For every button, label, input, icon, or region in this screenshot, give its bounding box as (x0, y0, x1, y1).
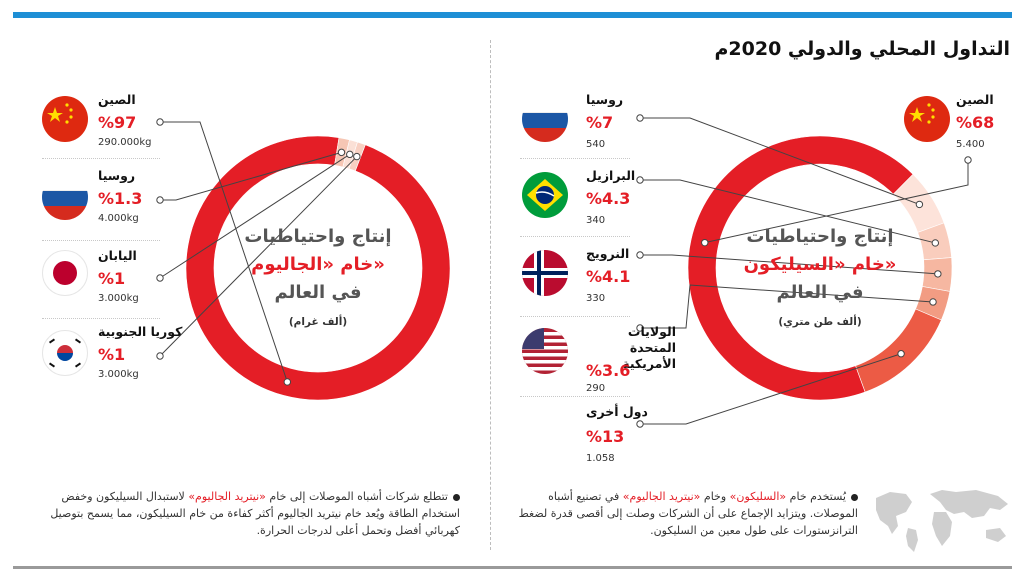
silicon-label-dot-0 (965, 157, 971, 163)
silicon-value-others: 1.058 (586, 453, 615, 464)
japan-flag-icon (42, 250, 88, 296)
russia-flag-icon (42, 174, 88, 220)
silicon-label-dot-3 (637, 252, 643, 258)
silicon-value-china: 5.400 (956, 139, 985, 150)
row-divider (520, 236, 630, 237)
gallium-pct-japan: %1 (98, 269, 126, 288)
silicon-pct-norway: %4.1 (586, 267, 631, 286)
gallium-marker-0 (284, 379, 290, 385)
gallium-country-japan: اليابان (98, 248, 137, 263)
silicon-country-usa: الولايات المتحدة الأمريكية (622, 324, 676, 371)
silicon-pct-brazil: %4.3 (586, 189, 631, 208)
row-divider (520, 158, 630, 159)
korea-flag-icon (42, 330, 88, 376)
gallium-label-dot-1 (157, 197, 163, 203)
silicon-center-line3: في العالم (776, 282, 864, 303)
silicon-center-line1: إنتاج واحتياطيات (746, 226, 894, 247)
gallium-country-russia: روسيا (98, 168, 136, 183)
china-flag-icon (42, 96, 88, 142)
gallium-country-china: الصين (98, 92, 136, 107)
row-divider (42, 158, 160, 159)
gallium-value-korea: 3.000kg (98, 369, 139, 380)
gallium-pct-korea: %1 (98, 345, 126, 364)
silicon-country-others: دول أخرى (586, 404, 648, 419)
gallium-center-line3: في العالم (274, 282, 362, 303)
gallium-marker-2 (347, 151, 353, 157)
gallium-label-dot-0 (157, 119, 163, 125)
gallium-value-japan: 3.000kg (98, 293, 139, 304)
gallium-label-dot-3 (157, 353, 163, 359)
silicon-country-russia: روسيا (586, 92, 624, 107)
silicon-pct-others: %13 (586, 427, 625, 446)
row-divider (520, 316, 630, 317)
silicon-value-usa: 290 (586, 383, 606, 394)
russia-flag-icon (522, 96, 568, 142)
silicon-label-dot-2 (637, 177, 643, 183)
gallium-marker-3 (354, 153, 360, 159)
gallium-value-china: 290.000kg (98, 137, 152, 148)
silicon-marker-2 (932, 240, 938, 246)
silicon-unit: (ألف طن متري) (778, 316, 862, 328)
gallium-value-russia: 4.000kg (98, 213, 139, 224)
silicon-marker-1 (916, 201, 922, 207)
brazil-flag-icon (522, 172, 568, 218)
norway-flag-icon (522, 250, 568, 296)
gallium-pct-russia: %1.3 (98, 189, 143, 208)
gallium-label-dot-2 (157, 275, 163, 281)
row-divider (42, 240, 160, 241)
silicon-label-dot-5 (637, 421, 643, 427)
silicon-country-china: الصين (956, 92, 994, 107)
gallium-center-line2: خام «الجاليوم» (251, 254, 385, 275)
usa-flag-icon (522, 328, 568, 374)
silicon-country-brazil: البرازيل (586, 168, 636, 183)
bullet-icon (453, 494, 460, 501)
gallium-marker-1 (338, 149, 344, 155)
silicon-marker-4 (930, 299, 936, 305)
silicon-pct-russia: %7 (586, 113, 614, 132)
silicon-center-line2: خام «السيليكون» (743, 254, 897, 275)
page-title: التداول المحلي والدولي 2020م (714, 38, 1010, 60)
silicon-country-norway: النرويج (586, 246, 630, 261)
gallium-unit: (ألف غرام) (288, 316, 348, 328)
row-divider (520, 396, 630, 397)
china-flag-icon (904, 96, 950, 142)
bullet-icon (851, 494, 858, 501)
silicon-value-russia: 540 (586, 139, 606, 150)
world-map-icon (868, 484, 1016, 556)
gallium-pct-china: %97 (98, 113, 137, 132)
silicon-slice-5 (856, 309, 942, 392)
silicon-label-dot-1 (637, 115, 643, 121)
silicon-pct-china: %68 (956, 113, 995, 132)
silicon-pct-usa: %3.6 (586, 361, 631, 380)
silicon-marker-0 (702, 239, 708, 245)
gallium-note: تتطلع شركات أشباه الموصلات إلى خام «نيتريد الجاليوم» لاستبدال السيليكون وخفض استخدام الطاقة ويُعد خام نيتريد الجاليوم أكثر كفاءة من خام السيليكون، مما يسمح بتوصيل كهربائي أفضل وتحمل أعلى لدرجات الحرارة. (50, 490, 460, 537)
silicon-marker-5 (898, 351, 904, 357)
gallium-country-korea: كوريا الجنوبية (98, 324, 183, 339)
silicon-marker-3 (935, 271, 941, 277)
gallium-center-line1: إنتاج واحتياطيات (244, 226, 392, 247)
silicon-note: يُستخدم خام «السليكون» وخام «نيتريد الجاليوم» في تصنيع أشباه الموصلات. ويتزايد الإجماع على أن الشركات وصلت إلى أقصى قدرة لضغط الترانزستورات على طول معين من السليكون. (518, 490, 858, 537)
row-divider (42, 318, 160, 319)
silicon-value-norway: 330 (586, 293, 606, 304)
silicon-value-brazil: 340 (586, 215, 606, 226)
